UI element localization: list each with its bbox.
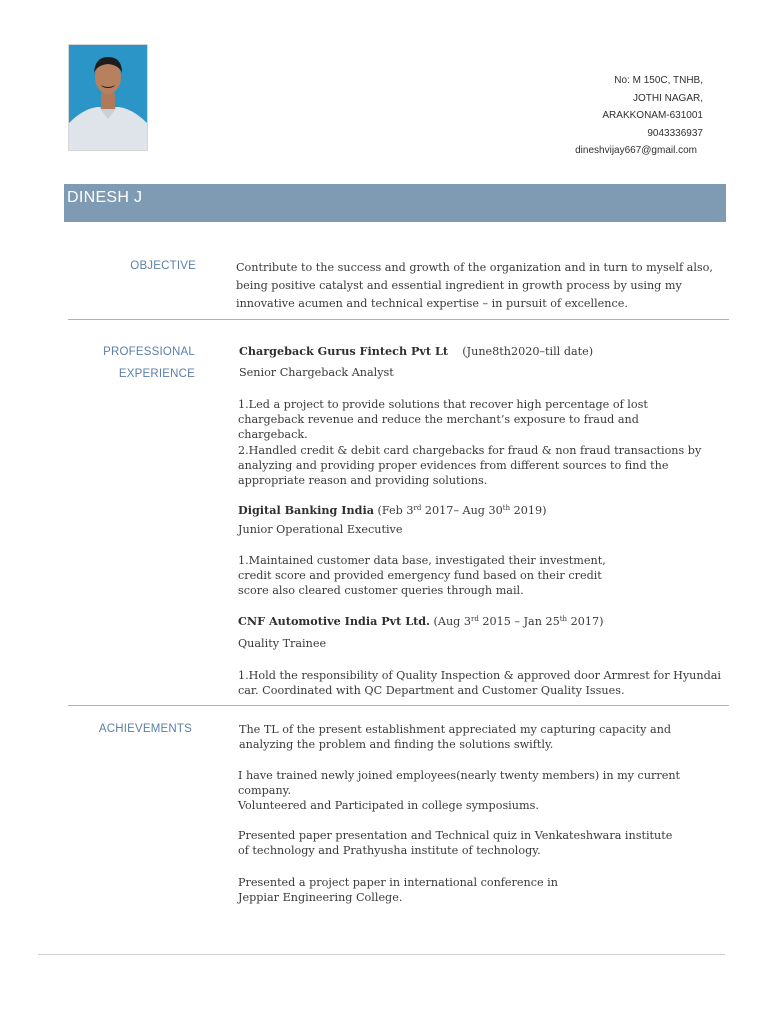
email-address[interactable]: dineshvijay667@gmail.com bbox=[575, 145, 697, 156]
section-divider bbox=[68, 705, 729, 706]
address-line-1: No: M 150C, TNHB, bbox=[614, 75, 703, 86]
job-role: Senior Chargeback Analyst bbox=[239, 366, 394, 379]
job-heading bbox=[239, 344, 724, 358]
company-name: Digital Banking India bbox=[238, 503, 374, 517]
company-name: Chargeback Gurus Fintech Pvt Lt bbox=[239, 344, 449, 358]
job-role: Quality Trainee bbox=[238, 637, 327, 650]
job-dates: (Feb 3rd 2017– Aug 30th 2019) bbox=[377, 504, 547, 517]
achievement-item: Presented a project paper in international conference in Jeppiar Engineering College. bbox=[238, 876, 558, 904]
experience-label-line1: PROFESSIONAL bbox=[103, 346, 195, 358]
job-point: 2.Handled credit & debit card chargebacks for fraud & non fraud transactions by analyzing and providing proper evidences from different sources to find the appropriate reason and providing solutions. bbox=[238, 444, 702, 487]
job-heading bbox=[238, 614, 723, 628]
achievement-item: I have trained newly joined employees(nearly twenty members) in my current company. bbox=[238, 769, 681, 797]
job-dates: (June8th2020–till date) bbox=[462, 345, 594, 358]
achievement-item: The TL of the present establishment appreciated my capturing capacity and analyzing the problem and finding the solutions swiftly. bbox=[239, 723, 672, 751]
objective-label: OBJECTIVE bbox=[130, 260, 196, 272]
job-point: 1.Led a project to provide solutions that recover high percentage of lost chargeback revenue and reduce the merchant’s exposure to fraud and chargeback. bbox=[238, 398, 648, 441]
address-line-2: JOTHI NAGAR, bbox=[632, 92, 703, 104]
address-line-3: ARAKKONAM-631001 bbox=[602, 110, 703, 121]
contact-block bbox=[575, 72, 703, 160]
company-name: CNF Automotive India Pvt Ltd. bbox=[238, 614, 430, 628]
job-dates: (Aug 3rd 2015 – Jan 25th 2017) bbox=[433, 615, 604, 628]
job-point: 1.Maintained customer data base, investigated their investment, credit score and provided emergency fund based on their credit score also cleared customer queries through mail. bbox=[238, 554, 606, 597]
achievement-item: Presented paper presentation and Technical quiz in Venkateshwara institute of technology and Prathyusha institute of technology. bbox=[238, 829, 673, 857]
profile-photo bbox=[68, 44, 148, 151]
job-point: 1.Hold the responsibility of Quality Inspection & approved door Armrest for Hyundai car. Coordinated with QC Department and Customer Quality Issues. bbox=[238, 669, 721, 697]
section-divider bbox=[68, 319, 729, 320]
phone-number: 9043336937 bbox=[647, 127, 703, 139]
experience-label bbox=[70, 341, 195, 385]
job-heading bbox=[238, 503, 723, 517]
objective-text: Contribute to the success and growth of the organization and in turn to myself also, being positive catalyst and essential ingredient in growth process by using my innovative acumen and technical expertise – in pursuit of excellence. bbox=[236, 261, 713, 310]
experience-label-line2: EXPERIENCE bbox=[118, 368, 195, 380]
achievements-label: ACHIEVEMENTS bbox=[98, 723, 192, 735]
name-banner bbox=[64, 184, 726, 222]
achievement-item: Volunteered and Participated in college symposiums. bbox=[238, 799, 539, 812]
footer-divider bbox=[38, 954, 725, 955]
job-role: Junior Operational Executive bbox=[238, 523, 403, 536]
candidate-name: DINESH J bbox=[67, 189, 143, 206]
